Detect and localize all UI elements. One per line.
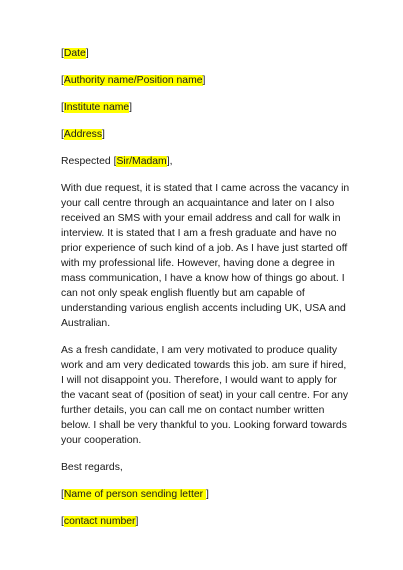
body-paragraph-1: With due request, it is stated that I came across the vacancy in your call centre through an acquaintance and later on I also received an SMS with your email address and call for walk in interview. It is stated that I am a fresh graduate and have no prior experience of such kind of a job. As I have just started off with my professional life. However, having done a degree in mass communication, I have a know how of things go about. I can not only speak english fluently but am capable of understanding various english accents including UK, USA and Australian. [61,183,350,329]
institute-line: [Institute name] [61,102,133,113]
authority-placeholder[interactable]: Authority name/Position name [63,75,203,86]
address-placeholder[interactable]: Address [63,129,103,140]
date-placeholder[interactable]: Date [63,48,86,59]
sender-line: [Name of person sending letter ] [61,489,209,500]
closing-line: Best regards, [61,462,123,473]
salutation-suffix: , [169,156,173,167]
salutation-line: Respected [Sir/Madam], [61,156,173,167]
date-line: [Date] [61,48,89,59]
body-paragraph-2: As a fresh candidate, I am very motivated to produce quality work and am very dedicated towards this job. am sure if hired, I will not disappoint you. Therefore, I would want to apply for the vacant seat of (position of seat) in your call centre. For any further details, you can call me on contact number written below. I shall be very thankful to you. Looking forward towards your cooperation. [61,345,349,446]
authority-line: [Authority name/Position name] [61,75,206,86]
contact-line: [contact number] [61,516,139,527]
contact-placeholder[interactable]: contact number [63,516,136,527]
sender-name-placeholder[interactable]: Name of person sending letter [63,489,206,500]
salutation-prefix: Respected [61,156,114,167]
institute-placeholder[interactable]: Institute name [63,102,130,113]
address-line: [Address] [61,129,105,140]
salutation-name-placeholder[interactable]: Sir/Madam [116,156,167,167]
letter-body [61,46,351,541]
